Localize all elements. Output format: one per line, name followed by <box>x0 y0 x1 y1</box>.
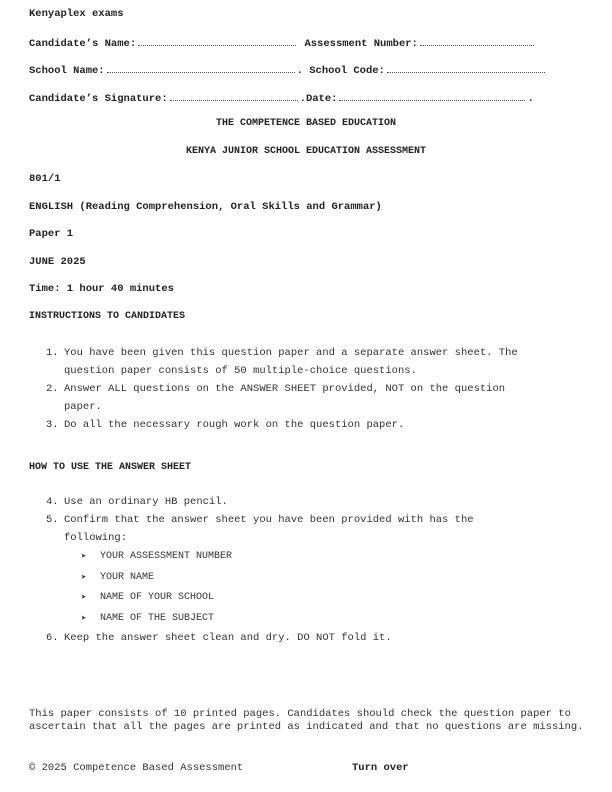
list-item: 5. Confirm that the answer sheet you have been provided with has the following: <box>46 514 474 544</box>
signature-label: Candidate’s Signature: <box>29 93 168 105</box>
arrow-bullet-icon: ➤ <box>81 593 87 603</box>
list-item: 4. Use an ordinary HB pencil. <box>46 496 228 508</box>
candidate-name-row <box>29 36 536 50</box>
list-item: 6. Keep the answer sheet clean and dry. DO NOT fold it. <box>46 632 392 644</box>
title-line-1: THE COMPETENCE BASED EDUCATION <box>215 118 397 129</box>
arrow-bullet-icon: ➤ <box>81 613 87 624</box>
instructions-heading: INSTRUCTIONS TO CANDIDATES <box>29 311 186 322</box>
paper-date: JUNE 2025 <box>29 256 86 268</box>
list-item: 3. Do all the necessary rough work on the question paper. <box>46 419 405 431</box>
candidate-name-label: Candidate’s Name: <box>29 38 137 50</box>
assessment-number-field[interactable] <box>420 36 534 46</box>
school-code-field[interactable] <box>387 63 545 73</box>
checklist-item: ➤ YOUR ASSESSMENT NUMBER <box>29 547 612 568</box>
copyright: © 2025 Competence Based Assessment <box>29 762 244 774</box>
school-name-field[interactable] <box>107 63 295 73</box>
signature-row: Candidate’s Signature: .Date: . <box>29 93 534 105</box>
candidate-name-field[interactable] <box>138 36 296 46</box>
signature-field[interactable] <box>170 91 298 101</box>
assessment-number-label: Assessment Number: <box>304 38 418 50</box>
paper-code: 801/1 <box>29 173 61 185</box>
list-item: 1. You have been given this question paper and a separate answer sheet. The question paper consists of 50 multiple-choice questions. <box>46 347 518 377</box>
date-label: Date: <box>305 93 338 105</box>
checklist-item: ➤ NAME OF THE SUBJECT <box>29 609 612 630</box>
checklist-item: ➤ NAME OF YOUR SCHOOL <box>29 588 612 609</box>
pages-note: This paper consists of 10 printed pages. Candidates should check the question paper to ascertain that all the pages are printed as indicated and that no questions are missing. <box>29 708 584 733</box>
title-line-2: KENYA JUNIOR SCHOOL EDUCATION ASSESSMENT <box>185 146 427 157</box>
school-name-row: School Name: . School Code: <box>29 63 547 77</box>
school-code-label: School Code: <box>309 65 385 77</box>
arrow-bullet-icon: ➤ <box>81 572 87 583</box>
paper-number: Paper 1 <box>29 228 74 240</box>
turn-over: Turn over <box>352 762 409 774</box>
date-field[interactable] <box>339 91 525 101</box>
answer-sheet-list <box>29 493 612 647</box>
checklist-item: ➤ YOUR NAME <box>29 568 612 589</box>
exam-provider: Kenyaplex exams <box>29 8 124 20</box>
paper-time: Time: 1 hour 40 minutes <box>29 283 174 295</box>
paper-subject: ENGLISH (Reading Comprehension, Oral Skills and Grammar) <box>29 201 382 213</box>
arrow-bullet-icon: ➤ <box>81 552 87 562</box>
school-name-label: School Name: <box>29 65 105 77</box>
answer-sheet-heading: HOW TO USE THE ANSWER SHEET <box>29 462 192 473</box>
instructions-list <box>29 344 612 434</box>
list-item: 2. Answer ALL questions on the ANSWER SHEET provided, NOT on the question paper. <box>46 383 506 413</box>
